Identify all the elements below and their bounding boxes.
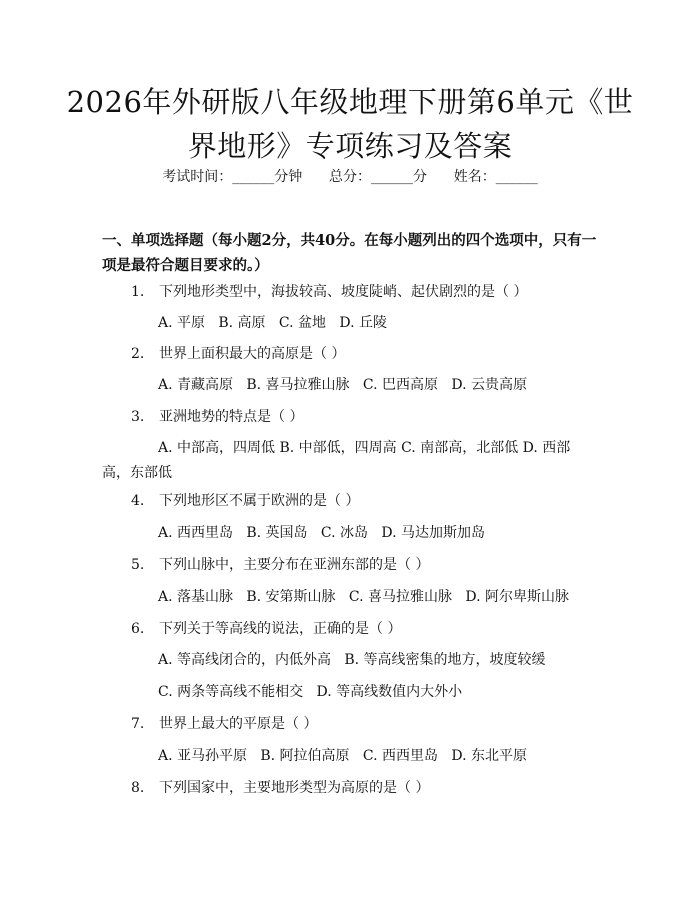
question-3-options: A. 中部高，四周低 B. 中部低，四周高 C. 南部高，北部低 D. 西部高，东部低 bbox=[102, 440, 571, 481]
question-7 bbox=[131, 714, 317, 734]
question-number: 1. bbox=[131, 284, 145, 300]
question-2-options: A. 青藏高原 B. 喜马拉雅山脉 C. 巴西高原 D. 云贵高原 bbox=[158, 377, 527, 393]
section-heading: 一、单项选择题（每小题2分，共40分。在每小题列出的四个选项中，只有一项是最符合题目要求的。） bbox=[102, 232, 597, 274]
question-1-options: A. 平原 B. 高原 C. 盆地 D. 丘陵 bbox=[158, 315, 387, 331]
question-number: 8. bbox=[131, 780, 145, 796]
question-6-options-line2: C. 两条等高线不能相交 D. 等高线数值内大外小 bbox=[158, 684, 463, 700]
question-text: 下列地形区不属于欧洲的是（ ） bbox=[159, 493, 360, 509]
question-1 bbox=[131, 282, 527, 302]
question-4 bbox=[131, 491, 359, 511]
question-2 bbox=[131, 344, 345, 364]
question-8 bbox=[131, 778, 429, 798]
question-text: 下列关于等高线的说法，正确的是（ ） bbox=[159, 621, 402, 637]
question-text: 亚洲地势的特点是（ ） bbox=[159, 409, 304, 425]
question-5 bbox=[131, 555, 429, 575]
question-text: 下列国家中，主要地形类型为高原的是（ ） bbox=[159, 780, 430, 796]
question-number: 4. bbox=[131, 493, 145, 509]
question-number: 7. bbox=[131, 716, 145, 732]
question-3 bbox=[131, 407, 303, 427]
question-7-options: A. 亚马孙平原 B. 阿拉伯高原 C. 西西里岛 D. 东北平原 bbox=[158, 748, 527, 764]
question-number: 5. bbox=[131, 557, 145, 573]
question-text: 世界上面积最大的高原是（ ） bbox=[159, 346, 346, 362]
exam-info-line: 考试时间：______分钟 总分：______分 姓名：______ bbox=[162, 169, 538, 185]
question-6-options-line1: A. 等高线闭合的，内低外高 B. 等高线密集的地方，坡度较缓 bbox=[158, 652, 546, 668]
question-number: 3. bbox=[131, 409, 145, 425]
question-text: 下列山脉中，主要分布在亚洲东部的是（ ） bbox=[159, 557, 430, 573]
document-title: 2026年外研版八年级地理下册第6单元《世界地形》专项练习及答案 bbox=[66, 85, 634, 163]
question-6 bbox=[131, 619, 401, 639]
question-4-options: A. 西西里岛 B. 英国岛 C. 冰岛 D. 马达加斯加岛 bbox=[158, 525, 485, 541]
question-5-options: A. 落基山脉 B. 安第斯山脉 C. 喜马拉雅山脉 D. 阿尔卑斯山脉 bbox=[158, 589, 569, 605]
question-text: 下列地形类型中，海拔较高、坡度陡峭、起伏剧烈的是（ ） bbox=[159, 284, 528, 300]
question-text: 世界上最大的平原是（ ） bbox=[159, 716, 318, 732]
question-number: 6. bbox=[131, 621, 145, 637]
question-number: 2. bbox=[131, 346, 145, 362]
